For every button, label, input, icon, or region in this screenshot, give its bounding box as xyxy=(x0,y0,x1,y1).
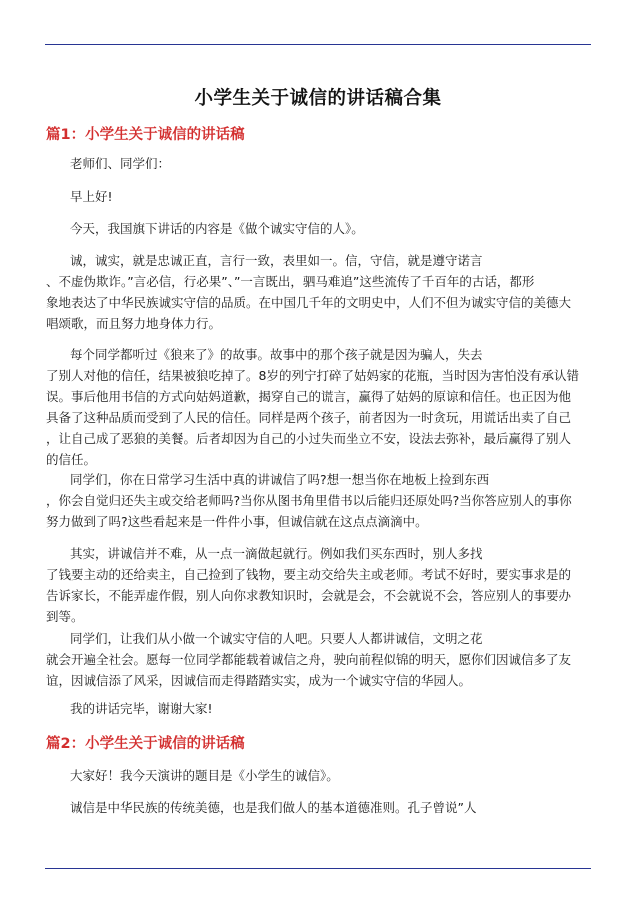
section-heading: 篇1：小学生关于诚信的讲话稿 xyxy=(46,127,245,143)
text-line: ，让自己成了恶狼的美餐。后者却因为自己的小过失而坐立不安，设法去弥补，最后赢得了别人 xyxy=(46,431,572,446)
text-line: 每个同学都听过《狼来了》的故事。故事中的那个孩子就是因为骗人，失去 xyxy=(70,347,483,362)
text-line: 大家好！我今天演讲的题目是《小学生的诚信》。 xyxy=(70,768,339,783)
text-line: 早上好! xyxy=(70,189,113,204)
paragraph xyxy=(46,344,592,470)
text-line: 了钱要主动的还给卖主，自己捡到了钱物，要主动交给失主或老师。考试不好时，要实事求是的 xyxy=(46,567,572,582)
text-line: 、不虚伪欺诈。”言必信，行必果”、”一言既出，驷马难追”这些流传了千百年的古话，都形 xyxy=(46,274,535,289)
paragraph xyxy=(46,250,592,334)
text-line: 诚，诚实，就是忠诚正直，言行一致，表里如一。信，守信，就是遵守诺言 xyxy=(70,253,483,268)
header-rule xyxy=(45,44,591,45)
text-line: 误。事后他用书信的方式向姑妈道歉，揭穿自己的谎言，赢得了姑妈的原谅和信任。也正因为他 xyxy=(46,389,572,404)
text-line: 我的讲话完毕，谢谢大家! xyxy=(70,701,213,716)
text-line: 同学们，让我们从小做一个诚实守信的人吧。只要人人都讲诚信，文明之花 xyxy=(70,631,483,646)
paragraph xyxy=(46,765,592,786)
text-line: 老师们、同学们： xyxy=(70,156,171,171)
text-line: 谊，因诚信添了风采，因诚信而走得踏踏实实，成为一个诚实守信的华园人。 xyxy=(46,673,472,688)
text-line: 的信任。 xyxy=(46,452,97,467)
text-line: 到等。 xyxy=(46,609,84,624)
paragraph xyxy=(46,186,592,207)
text-line: 唱颂歌，而且努力地身体力行。 xyxy=(46,316,222,331)
text-line: 象地表达了中华民族诚实守信的品质。在中国几千年的文明史中，人们不但为诚实守信的美德大 xyxy=(46,295,572,310)
document-title: 小学生关于诚信的讲话稿合集 xyxy=(194,88,442,109)
paragraph xyxy=(46,218,592,239)
text-line: 具备了这种品质而受到了人民的信任。同样是两个孩子，前者因为一时贪玩，用谎话出卖了自己 xyxy=(46,410,572,425)
text-line: ，你会自觉归还失主或交给老师吗?当你从图书角里借书以后能归还原处吗?当你答应别人的事你 xyxy=(46,493,572,508)
paragraph xyxy=(46,153,592,174)
text-line: 其实，讲诚信并不难，从一点一滴做起就行。例如我们买东西时，别人多找 xyxy=(70,546,483,561)
paragraph xyxy=(46,469,592,532)
footer-rule xyxy=(45,868,591,869)
text-line: 同学们，你在日常学习生活中真的讲诚信了吗?想一想当你在地板上捡到东西 xyxy=(70,472,490,487)
paragraph xyxy=(46,543,592,627)
text-line: 诚信是中华民族的传统美德，也是我们做人的基本道德准则。孔子曾说”人 xyxy=(70,800,477,815)
text-line: 了别人对他的信任，结果被狼吃掉了。8岁的列宁打碎了姑妈家的花瓶，当时因为害怕没有承认错 xyxy=(46,368,579,383)
text-line: 今天，我国旗下讲话的内容是《做个诚实守信的人》。 xyxy=(70,221,364,236)
text-line: 就会开遍全社会。愿每一位同学都能载着诚信之舟，驶向前程似锦的明天，愿你们因诚信多了友 xyxy=(46,652,572,667)
paragraph xyxy=(46,628,592,691)
text-line: 努力做到了吗?这些看起来是一件件小事，但诚信就在这点点滴滴中。 xyxy=(46,514,428,529)
text-line: 告诉家长，不能弄虚作假，别人向你求教知识时，会就是会，不会就说不会，答应别人的事要办 xyxy=(46,588,572,603)
paragraph xyxy=(46,698,592,719)
section-heading: 篇2：小学生关于诚信的讲话稿 xyxy=(46,736,245,752)
paragraph xyxy=(46,797,592,818)
